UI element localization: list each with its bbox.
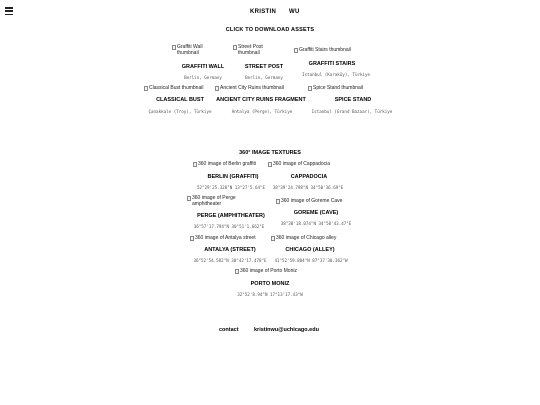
asset-title-spice-stand[interactable]: SPICE STAND (334, 97, 372, 103)
asset-title-ancient-city-ruins[interactable]: ANCIENT CITY RUINS FRAGMENT (216, 97, 306, 103)
texture-title-goreme[interactable]: GOREME (CAVE) (293, 210, 339, 216)
asset-location: Antalya (Perge), Türkiye (231, 109, 293, 114)
texture-coordinates: 41°52'59.804"N 87°37'30.362"W (274, 258, 348, 263)
texture-coordinates: 38°39'24.798"N 34°50'36.69"E (272, 185, 344, 190)
texture-coordinates: 52°29'25.328"N 13°27'5.64"E (196, 185, 266, 190)
texture-title-porto-moniz[interactable]: PORTO MONIZ (250, 281, 290, 287)
asset-location: Çanakkale (Troy), Türkiye (148, 109, 212, 114)
asset-location: Istanbul (Grand Bazaar), Türkiye (311, 109, 393, 114)
asset-location: Istanbul (Karaköy), Türkiye (302, 72, 371, 77)
asset-location: Berlin, Germany (245, 75, 283, 80)
texture-coordinates: 36°57'17.794"N 30°51'1.662"E (193, 224, 265, 229)
texture-coordinates: 36°52'54.582"N 30°42'17.478"E (193, 258, 267, 263)
broken-image-icon (193, 162, 197, 167)
classical-bust-thumbnail[interactable]: Classical Bust thumbnail (144, 85, 216, 91)
broken-image-icon (172, 45, 176, 50)
asset-location: Berlin, Germany (184, 75, 222, 80)
broken-image-icon (187, 196, 191, 201)
ancient-city-ruins-thumbnail[interactable]: Ancient City Ruins thumbnail (215, 85, 307, 91)
asset-title-graffiti-wall[interactable]: GRAFFITI WALL (181, 64, 225, 70)
berlin-graffiti-360-image[interactable]: 360 image of Berlin graffiti (193, 161, 269, 167)
asset-title-graffiti-stairs[interactable]: GRAFFITI STAIRS (308, 61, 356, 67)
texture-coordinates: 32°52'8.94"N 17°13'17.43"W (237, 292, 303, 297)
broken-image-icon (271, 236, 275, 241)
broken-image-icon (215, 86, 219, 91)
perge-amphitheater-360-image[interactable]: 360 image of Perge amphitheater (187, 195, 257, 207)
spice-stand-thumbnail[interactable]: Spice Stand thumbnail (308, 85, 378, 91)
textures-heading: 360° IMAGE TEXTURES (239, 150, 301, 156)
texture-title-antalya[interactable]: ANTALYA (STREET) (204, 247, 256, 253)
cappadocia-360-image[interactable]: 360 image of Cappadocia (268, 161, 344, 167)
broken-image-icon (144, 86, 148, 91)
asset-title-classical-bust[interactable]: CLASSICAL BUST (156, 97, 204, 103)
broken-image-icon (276, 199, 280, 204)
goreme-cave-360-image[interactable]: 360 image of Goreme Cave (276, 198, 356, 204)
texture-title-berlin[interactable]: BERLIN (GRAFFITI) (207, 174, 259, 180)
broken-image-icon (190, 236, 194, 241)
asset-title-street-post[interactable]: STREET POST (244, 64, 284, 70)
graffiti-wall-thumbnail[interactable]: Graffiti Wall thumbnail (172, 44, 222, 56)
broken-image-icon (233, 45, 237, 50)
contact-label: contact (219, 327, 239, 333)
texture-title-chicago[interactable]: CHICAGO (ALLEY) (285, 247, 335, 253)
first-name: KRISTIN (250, 9, 277, 15)
antalya-street-360-image[interactable]: 360 image of Antalya street (190, 235, 268, 241)
broken-image-icon (268, 162, 272, 167)
last-name: WU (289, 9, 300, 15)
street-post-thumbnail[interactable]: Street Post thumbnail (233, 44, 283, 56)
porto-moniz-360-image[interactable]: 360 image of Porto Moniz (235, 268, 307, 274)
texture-title-cappadocia[interactable]: CAPPADOCIA (290, 174, 328, 180)
broken-image-icon (308, 86, 312, 91)
download-assets-heading: CLICK TO DOWNLOAD ASSETS (225, 27, 315, 33)
contact-email-link[interactable]: kristinwu@uchicago.edu (254, 327, 319, 333)
broken-image-icon (235, 269, 239, 274)
hamburger-menu-icon[interactable] (5, 7, 13, 15)
graffiti-stairs-thumbnail[interactable]: Graffiti Stairs thumbnail (294, 47, 374, 53)
broken-image-icon (294, 48, 298, 53)
texture-coordinates: 38°38'18.074"N 34°50'43.47"E (280, 221, 352, 226)
texture-title-perge[interactable]: PERGE (AMPHITHEATER) (197, 213, 265, 219)
chicago-alley-360-image[interactable]: 360 image of Chicago alley (271, 235, 351, 241)
